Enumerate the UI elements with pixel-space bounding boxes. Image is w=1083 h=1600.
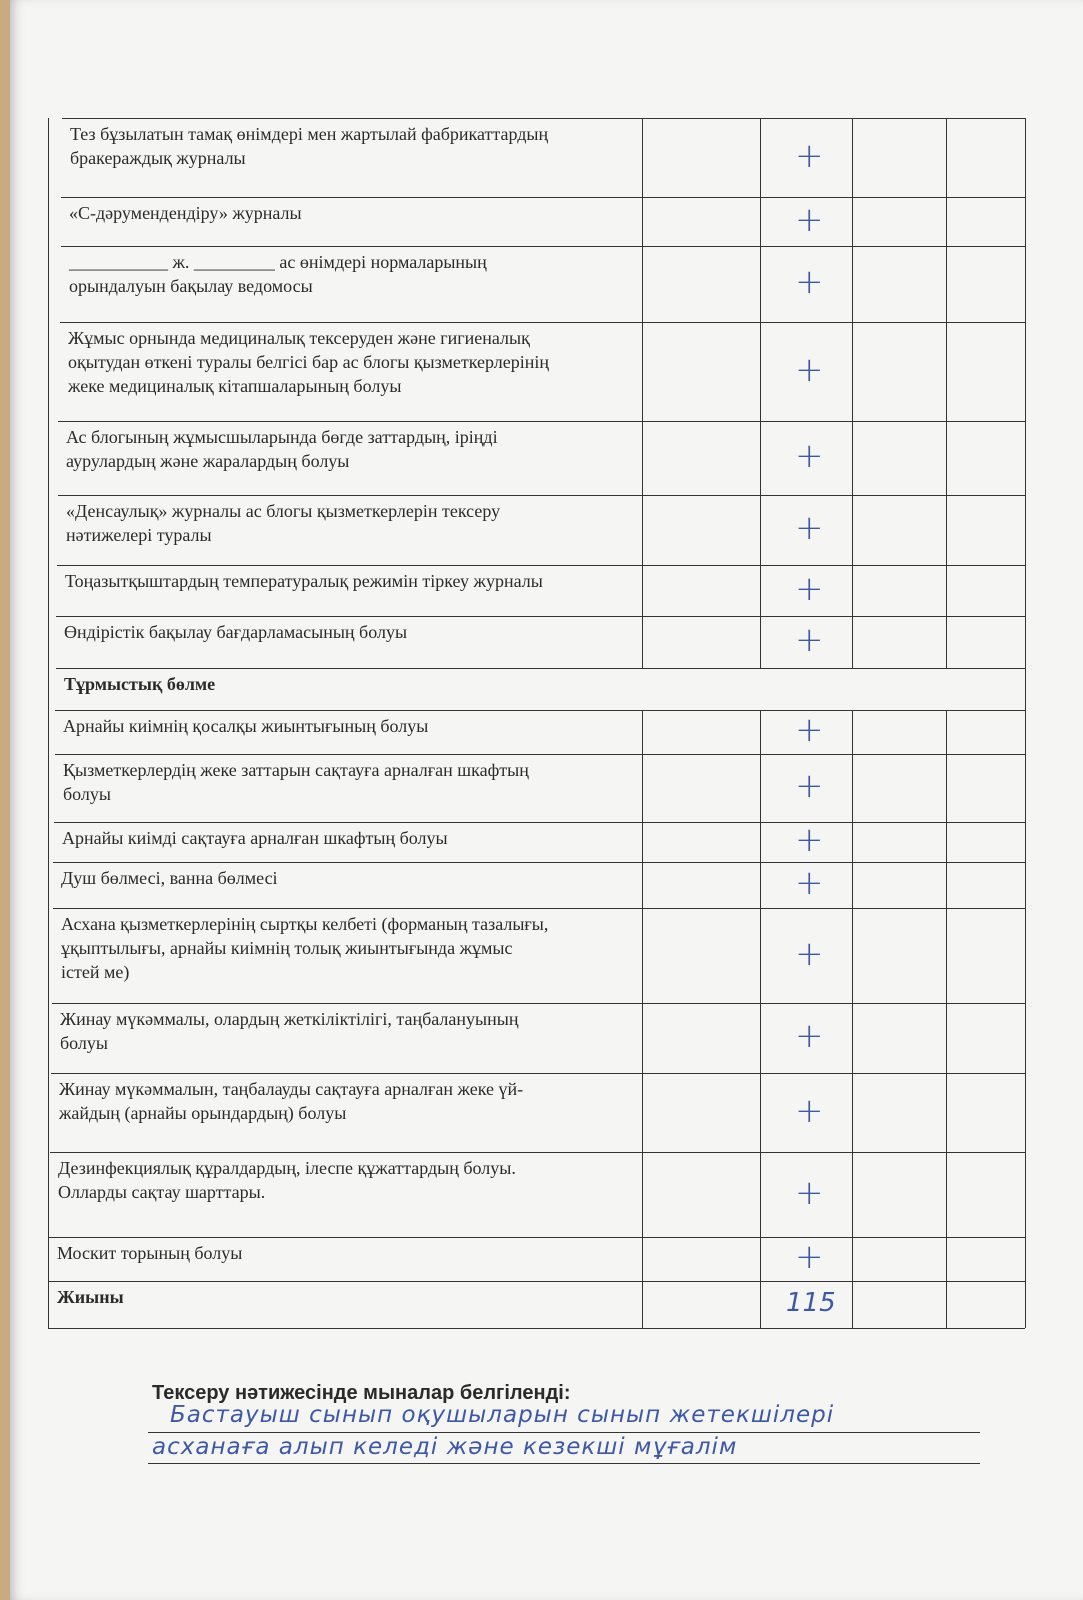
table-hline [53,908,1025,909]
table-hline [61,197,1025,198]
criterion-text [69,201,636,225]
criterion-line: Жиыны [57,1287,124,1307]
table-column-line [946,1073,947,1152]
table-left-border [48,118,49,1328]
table-column-line [642,197,643,246]
table-hline [49,1281,1025,1282]
criterion-text [69,250,636,298]
check-mark: + [795,863,824,903]
criterion-text [64,620,636,644]
result-line-2 [148,1463,980,1464]
table-column-line [852,754,853,822]
criterion-text [57,1241,636,1265]
table-column-line [852,118,853,197]
table-hline [50,1152,1025,1153]
table-column-line [760,862,761,908]
table-column-line [642,246,643,322]
table-hline [52,1003,1025,1004]
criterion-line: Москит торының болуы [57,1243,243,1263]
table-column-line [852,197,853,246]
criterion-text [63,758,636,806]
criterion-text [58,1156,636,1204]
table-column-line [760,197,761,246]
table-column-line [760,565,761,616]
table-column-line [946,322,947,421]
table-hline [49,1237,1025,1238]
criterion-line: Тоңазытқыштардың температуралық режимін тіркеу журналы [65,571,543,591]
criterion-line: жеке медициналық кітапшаларының болуы [68,376,402,396]
check-mark: + [795,933,824,974]
table-column-line [852,710,853,754]
criterion-line: Өндірістік бақылау бағдарламасының болуы [64,622,408,642]
table-column-line [946,710,947,754]
table-column-line [642,822,643,862]
table-column-line [852,908,853,1003]
criterion-line: Ас блогының жұмысшыларында бөгде заттардың, іріңді [66,427,498,447]
table-column-line [946,616,947,668]
criterion-text [66,499,636,547]
criterion-line: Тез бұзылатын тамақ өнімдері мен жартылай фабрикаттардың [70,124,549,144]
table-column-line [852,246,853,322]
check-mark: + [795,1090,824,1131]
table-column-line [760,322,761,421]
table-column-line [642,1003,643,1073]
table-column-line [642,118,643,197]
check-mark: + [795,436,824,476]
table-hline [55,710,1025,711]
table-column-line [642,1281,643,1328]
criterion-line: ___________ ж. _________ ас өнімдері нормаларының [69,252,487,272]
criterion-line: Жинау мүкәммалын, таңбалауды сақтауға арналған жеке үй- [59,1079,524,1099]
table-column-line [642,421,643,495]
table-column-line [852,822,853,862]
check-mark: + [795,1172,824,1213]
table-column-line [760,1281,761,1328]
table-column-line [642,862,643,908]
result-title: Тексеру нәтижесінде мыналар белгіленді: [152,1382,571,1404]
table-column-line [946,495,947,565]
criterion-line: Қызметкерлердің жеке заттарын сақтауға арналған шкафтың [63,760,529,780]
table-column-line [760,495,761,565]
table-column-line [760,1073,761,1152]
criterion-line: оқытудан өткені туралы белгісі бар ас блогы қызметкерлерінің [68,352,550,372]
section-title [57,1285,636,1309]
check-mark: + [795,135,824,176]
table-column-line [760,421,761,495]
criterion-text [68,326,636,398]
table-column-line [852,495,853,565]
criterion-line: болуы [63,784,111,804]
criterion-line: істей ме) [61,962,130,982]
table-column-line [760,1003,761,1073]
table-column-line [852,1073,853,1152]
criterion-line: нәтижелері туралы [66,525,212,545]
table-column-line [642,1237,643,1281]
criterion-line: Дезинфекциялық құралдардың, ілеспе құжаттардың болуы. [58,1158,516,1178]
result-line-1 [148,1432,980,1433]
criterion-line: Тұрмыстық бөлме [64,674,216,694]
section-title [64,672,636,696]
table-hline [53,862,1025,863]
table-column-line [642,565,643,616]
table-column-line [852,1152,853,1237]
criterion-line: Асхана қызметкерлерінің сыртқы келбеті (форманың тазалығы, [61,914,549,934]
table-hline [56,668,1025,669]
table-column-line [642,322,643,421]
handwritten-line-1: Бастауыш сынып оқушыларын сынып жетекшілері [170,1402,835,1428]
table-hline [54,822,1025,823]
criterion-line: Арнайы киімді сақтауға арналған шкафтың болуы [62,828,448,848]
criterion-text [65,569,636,593]
criterion-line: жайдың (арнайы орындардың) болуы [59,1103,347,1123]
criterion-line: Жинау мүкәммалы, олардың жеткіліктілігі, таңбалануының [60,1009,519,1029]
criterion-line: бракераждық журналы [70,148,246,168]
handwritten-line-2: асханаға алып келеді және кезекші мұғалім [152,1434,738,1460]
table-column-line [946,1003,947,1073]
criterion-line: Арнайы киімнің қосалқы жиынтығының болуы [63,716,429,736]
check-mark: + [795,262,824,302]
criterion-line: ұқыптылығы, арнайы киімнің толық жиынтығында жұмыс [61,938,513,958]
table-column-line [946,1281,947,1328]
check-mark: + [795,568,824,609]
table-hline [62,118,1025,119]
table-column-line [852,565,853,616]
check-mark: + [795,1016,824,1056]
table-column-line [760,908,761,1003]
table-column-line [642,1152,643,1237]
table-hline [58,495,1025,496]
criterion-line: орындалуын бақылау ведомосы [69,276,313,296]
table-column-line [946,197,947,246]
table-hline [48,1328,1025,1329]
check-mark: + [795,508,824,548]
table-column-line [760,1237,761,1281]
check-mark: + [795,766,824,806]
total-value: 115 [786,1287,836,1318]
criterion-text [61,912,636,984]
criterion-text [66,425,636,473]
criterion-text [70,122,636,170]
table-column-line [642,908,643,1003]
table-column-line [946,421,947,495]
criterion-line: аурулардың және жаралардың болуы [66,451,350,471]
table-column-line [760,246,761,322]
table-column-line [852,1003,853,1073]
table-column-line [760,710,761,754]
table-column-line [852,322,853,421]
table-hline [61,246,1025,247]
table-column-line [946,565,947,616]
table-column-line [946,246,947,322]
table-hline [58,421,1025,422]
table-column-line [946,1152,947,1237]
table-hline [51,1073,1025,1074]
table-column-line [760,1152,761,1237]
table-hline [57,565,1025,566]
table-column-line [946,862,947,908]
table-column-line [642,616,643,668]
table-column-line [852,862,853,908]
criterion-text [62,826,636,850]
table-column-line [852,1281,853,1328]
criterion-line: Олларды сақтау шарттары. [58,1182,266,1202]
table-column-line [946,118,947,197]
table-column-line [642,754,643,822]
check-mark: + [795,620,824,660]
table-column-line [946,1237,947,1281]
table-column-line [760,754,761,822]
check-mark: + [795,1237,824,1277]
criterion-line: «С-дәрумендендіру» журналы [69,203,302,223]
table-column-line [642,710,643,754]
table-column-line [642,495,643,565]
table-column-line [852,421,853,495]
check-mark: + [795,199,824,240]
table-hline [60,322,1025,323]
table-hline [55,754,1025,755]
criterion-text [60,1007,636,1055]
table-column-line [852,1237,853,1281]
table-column-line [760,616,761,668]
table-column-line [852,616,853,668]
table-hline [56,616,1025,617]
table-column-line [760,118,761,197]
criterion-text [59,1077,636,1125]
check-mark: + [795,710,824,750]
table-column-line [760,822,761,862]
table-column-line [946,822,947,862]
criterion-line: болуы [60,1033,108,1053]
check-mark: + [795,820,824,860]
criterion-line: «Денсаулық» журналы ас блогы қызметкерлерін тексеру [66,501,501,521]
criterion-text [63,714,636,738]
table-column-line [946,908,947,1003]
table-column-line [642,1073,643,1152]
table-right-border [1025,118,1026,1328]
criterion-text [61,866,636,890]
check-mark: + [795,349,824,390]
table-column-line [946,754,947,822]
criterion-line: Душ бөлмесі, ванна бөлмесі [61,868,278,888]
criterion-line: Жұмыс орнында медициналық тексеруден және гигиеналық [68,328,530,348]
